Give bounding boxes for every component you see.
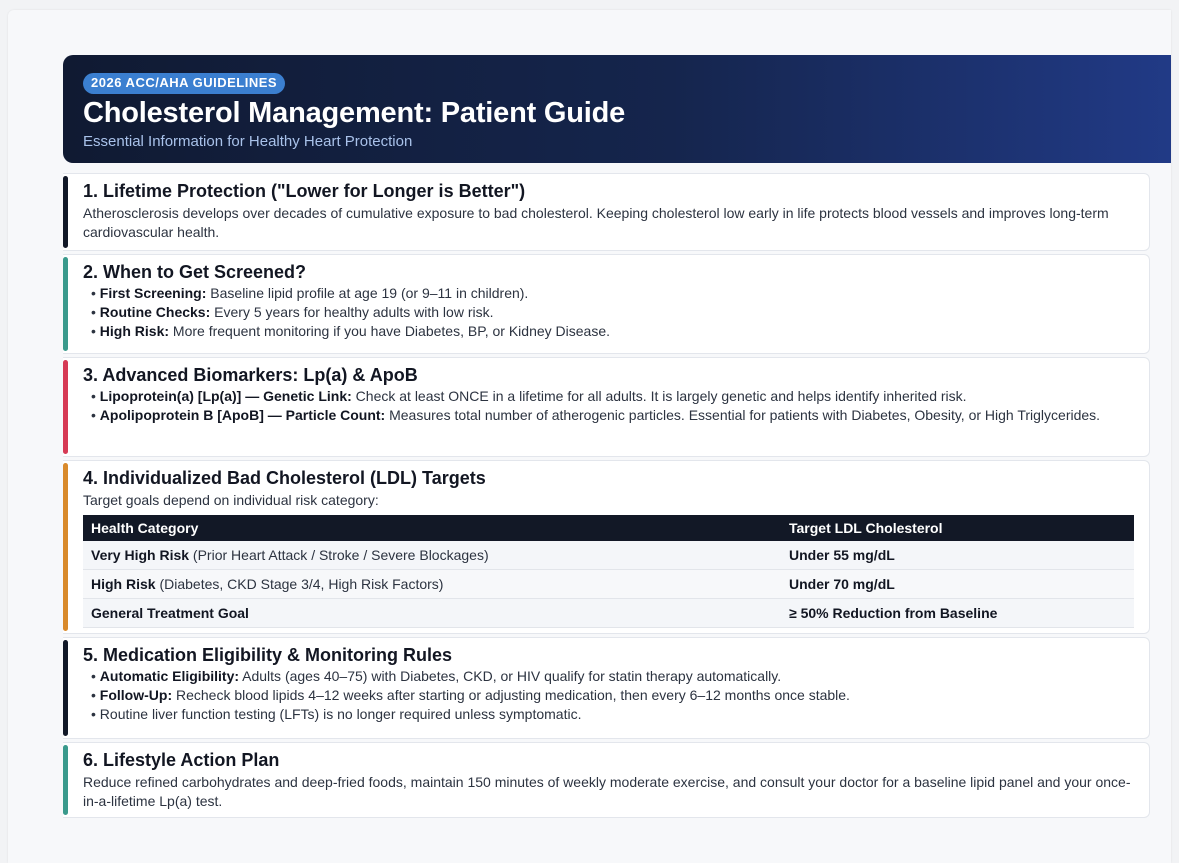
list-item: • Apolipoprotein B [ApoB] — Particle Count: Measures total number of atherogenic particles. Essential for patients with Diabetes, Obesity, or High Triglycerides. [83, 406, 1137, 425]
section-heading: 5. Medication Eligibility & Monitoring Rules [83, 645, 453, 665]
section-heading: 2. When to Get Screened? [83, 262, 307, 282]
list-item: • Follow-Up: Recheck blood lipids 4–12 weeks after starting or adjusting medication, then every 6–12 months once stable. [83, 686, 1137, 705]
target-cell: Under 70 mg/dL [781, 570, 1134, 599]
category-cell: High Risk (Diabetes, CKD Stage 3/4, High Risk Factors) [83, 570, 781, 599]
section-text: Target goals depend on individual risk category: [83, 492, 379, 508]
table-row [83, 541, 1134, 570]
page-title: Cholesterol Management: Patient Guide [83, 97, 626, 129]
bullet-list [83, 284, 1137, 341]
section-screening [63, 254, 1150, 354]
list-item: • Automatic Eligibility: Adults (ages 40–75) with Diabetes, CKD, or HIV qualify for statin therapy automatically. [83, 667, 1137, 686]
category-cell: Very High Risk (Prior Heart Attack / Stroke / Severe Blockages) [83, 541, 781, 570]
section-ldl-targets [63, 460, 1150, 634]
section-lifestyle-plan [63, 742, 1150, 818]
section-heading: 3. Advanced Biomarkers: Lp(a) & ApoB [83, 365, 418, 385]
list-item: • Routine Checks: Every 5 years for healthy adults with low risk. [83, 303, 1137, 322]
list-item: • First Screening: Baseline lipid profile at age 19 (or 9–11 in children). [83, 284, 1137, 303]
section-heading: 1. Lifetime Protection ("Lower for Longer is Better") [83, 181, 526, 201]
list-item: • Routine liver function testing (LFTs) is no longer required unless symptomatic. [83, 705, 1137, 724]
table-row [83, 599, 1134, 628]
target-cell: Under 55 mg/dL [781, 541, 1134, 570]
section-text: Atherosclerosis develops over decades of cumulative exposure to bad cholesterol. Keeping cholesterol low early in life protects blood vessels and improves long-term cardiovascular health. [83, 205, 1109, 240]
category-cell: General Treatment Goal [83, 599, 781, 628]
section-biomarkers [63, 357, 1150, 457]
list-item: • High Risk: More frequent monitoring if you have Diabetes, BP, or Kidney Disease. [83, 322, 1137, 341]
section-medication-rules [63, 637, 1150, 739]
table-header-row [83, 515, 1134, 541]
column-header: Target LDL Cholesterol [781, 515, 1134, 541]
guideline-badge: 2026 ACC/AHA GUIDELINES [83, 73, 285, 94]
section-lifetime-protection [63, 173, 1150, 251]
page-subtitle: Essential Information for Healthy Heart Protection [83, 133, 413, 150]
section-heading: 6. Lifestyle Action Plan [83, 750, 280, 770]
section-text: Reduce refined carbohydrates and deep-fried foods, maintain 150 minutes of weekly moderate exercise, and consult your doctor for a baseline lipid panel and your once-in-a-lifetime Lp(a) test. [83, 774, 1131, 809]
list-item: • Lipoprotein(a) [Lp(a)] — Genetic Link: Check at least ONCE in a lifetime for all adults. It is largely genetic and helps identify inherited risk. [83, 387, 1137, 406]
section-heading: 4. Individualized Bad Cholesterol (LDL) Targets [83, 468, 486, 488]
guide-header [63, 55, 1171, 163]
ldl-targets-table [83, 515, 1134, 628]
bullet-list [83, 667, 1137, 724]
column-header: Health Category [83, 515, 781, 541]
bullet-list [83, 387, 1137, 425]
target-cell: ≥ 50% Reduction from Baseline [781, 599, 1134, 628]
table-row [83, 570, 1134, 599]
